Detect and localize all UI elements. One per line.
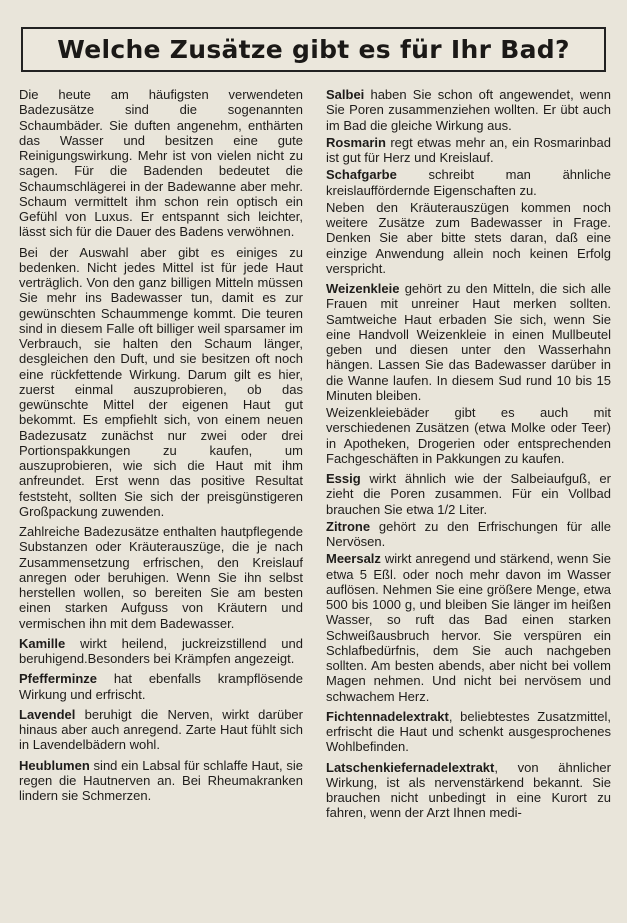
paragraph-text: gehört zu den Erfrischungen für alle Nervösen. <box>326 518 611 549</box>
entry-pfefferminze <box>19 671 303 702</box>
keyword: Kamille <box>19 635 66 651</box>
entry-latschenkiefernadelextrakt <box>326 760 611 821</box>
entry-weizenkleie <box>326 281 611 403</box>
paragraph-text: wirkt heilend, juckreizstillend und beruhigend.Besonders bei Krämpfen angezeigt. <box>19 635 303 666</box>
entry-essig <box>326 471 611 517</box>
keyword: Meersalz <box>326 551 381 567</box>
keyword: Weizenkleie <box>326 281 400 296</box>
keyword: Essig <box>326 471 361 486</box>
keyword: Rosmarin <box>326 134 386 150</box>
paragraph-text: Neben den Kräuterauszügen kommen noch weitere Zusätze zum Badewasser in Frage. Denken Sie aber bitte stets daran, daß eine einzige Anwendung allein noch keinen Erfolg verspricht. <box>326 199 611 276</box>
keyword: Salbei <box>326 87 365 102</box>
paragraph-text: regt etwas mehr an, ein Rosmarinbad ist gut für Herz und Kreislauf. <box>326 134 611 165</box>
paragraph <box>19 87 303 240</box>
paragraph <box>326 405 611 466</box>
paragraph-text: wirkt anregend und stärkend, wenn Sie etwa 5 Eßl. oder noch mehr davon im Wasser auflösen. Nehmen Sie eine größere Menge, etwa 500 bis 1000 g, und bleiben Sie länger im heißen Wasser, so ruft das Bad einen starken Schweißausbruch hervor. Sie verspüren ein Schlafbedürfnis, dem Sie auch nachgeben sollten. Am besten abends, aber nicht bei vollem Magen nehmen. Und nicht bei nervösem und schwachem Herz. <box>326 551 611 704</box>
paragraph-text: beruhigt die Nerven, wirkt darüber hinaus aber auch anregend. Zarte Haut fühlt sich in Lavendelbädern wohl. <box>19 706 303 753</box>
headline-box <box>21 27 606 72</box>
paragraph-text: Weizenkleiebäder gibt es auch mit verschiedenen Zusätzen (etwa Molke oder Teer) in Apotheken, Drogerien oder entsprechenden Fachgeschäften in Pakkungen zu kaufen. <box>326 405 611 466</box>
entry-heublumen <box>19 758 303 804</box>
keyword: Latschenkiefernadelextrakt <box>326 759 495 775</box>
paragraph-text: haben Sie schon oft angewendet, wenn Sie Poren zusammenziehen wollten. Er übt auch im Bad die gleiche Wirkung aus. <box>326 87 611 133</box>
paragraph-text: , von ähnlicher Wirkung, ist als nervenstärkend bekannt. Sie brauchen nicht unbedingt in eine Kurort zu fahren, wenn der Arzt Ihnen medi- <box>326 759 611 821</box>
headline: Welche Zusätze gibt es für Ihr Bad? <box>57 35 570 64</box>
left-column <box>19 87 303 808</box>
entry-rosmarin <box>326 135 611 166</box>
paragraph-text: sind ein Labsal für schlaffe Haut, sie regen die Hautnerven an. Bei Rheumakranken lindern sie Schmerzen. <box>19 757 303 803</box>
entry-kamille <box>19 636 303 667</box>
keyword: Pfefferminze <box>19 671 98 687</box>
paragraph-text: wirkt ähnlich wie der Salbeiaufguß, er zieht die Poren zusammen. Für ein Vollbad brauchen Sie etwa 1/2 Liter. <box>326 471 611 517</box>
paragraph-text: Die heute am häufigsten verwendeten Badezusätze sind die sogenannten Schaumbäder. Sie duften angenehm, enthärten das Wasser und besitzen eine gute Reinigungswirkung. Mehr ist von vielen nicht zu sagen. Für die Badenden bedeutet die Schaumschlägerei in der Badewanne aber mehr. Schaum vermittelt ihm schon rein optisch ein Gefühl von Luxus. Er entspannt sich leichter, lässt sich für die Dauer des Badens verwöhnen. <box>19 87 303 240</box>
keyword: Lavendel <box>19 706 76 722</box>
keyword: Fichtennadelextrakt <box>326 708 449 724</box>
paragraph-text: schreibt man ähnliche kreislauffördernde Eigenschaften zu. <box>326 167 611 198</box>
right-column <box>326 87 611 826</box>
entry-zitrone <box>326 519 611 550</box>
paragraph-text: Zahlreiche Badezusätze enthalten hautpflegende Substanzen oder Kräuterauszüge, die je nach Zusammensetzung erfrischen, den Kreislauf anregen oder beruhigen. Wenn Sie ihn selbst herstellen wollen, so bereiten Sie am besten einen starken Aufguss von Kräutern und vermischen ihn mit dem Badewasser. <box>19 524 303 631</box>
keyword: Zitrone <box>326 518 371 534</box>
paragraph <box>19 245 303 520</box>
paragraph-text: gehört zu den Mitteln, die sich alle Frauen mit unreiner Haut merken sollten. Samtweiche Haut erbaden Sie sich, wenn Sie eine Handvoll Weizenkleie in einen Mullbeutel geben und diesen unter den Wasserhahn hängen. Lassen Sie das Badewasser darüber in die Wanne laufen. In diesem Sud rund 10 bis 15 Minuten bleiben. <box>326 281 611 403</box>
paragraph-text: hat ebenfalls krampflösende Wirkung und erfrischt. <box>19 671 303 702</box>
entry-lavendel <box>19 707 303 753</box>
entry-fichtennadelextrakt <box>326 709 611 755</box>
paragraph-text: Bei der Auswahl aber gibt es einiges zu bedenken. Nicht jedes Mittel ist für jede Haut verträglich. Von den ganz billigen Mitteln müssen Sie mehr ins Badewasser tun, damit es zur gewünschten Schaummenge kommt. Die teuren sind in diesem Falle oft billiger weil sparsamer im Verbrauch, sie halten den Schaum länger, desgleichen den Duft, und sie besitzen oft noch eine rückfettende Wirkung. Darum gilt es hier, zuerst einmal auszuprobieren, ob das gewünschte Mittel der eigenen Haut gut bekommt. Es empfiehlt sich, von einem neuen Badezusatz zunächst nur zwei oder drei Portionspakkungen zu kaufen, um auszuprobieren, wie sich die Haut mit ihm anfreundet. Erst wenn das positive Resultat feststeht, sollten Sie sich der preisgünstigeren Großpackung zuwenden. <box>19 244 303 519</box>
paragraph <box>326 200 611 276</box>
keyword: Schafgarbe <box>326 167 397 183</box>
entry-salbei <box>326 87 611 133</box>
paragraph <box>19 524 303 631</box>
entry-schafgarbe <box>326 167 611 198</box>
keyword: Heublumen <box>19 757 90 773</box>
entry-meersalz <box>326 551 611 704</box>
paragraph-text: , beliebtestes Zusatzmittel, erfrischt die Haut und schenkt ausgesprochenes Wohlbefinden. <box>326 708 611 755</box>
